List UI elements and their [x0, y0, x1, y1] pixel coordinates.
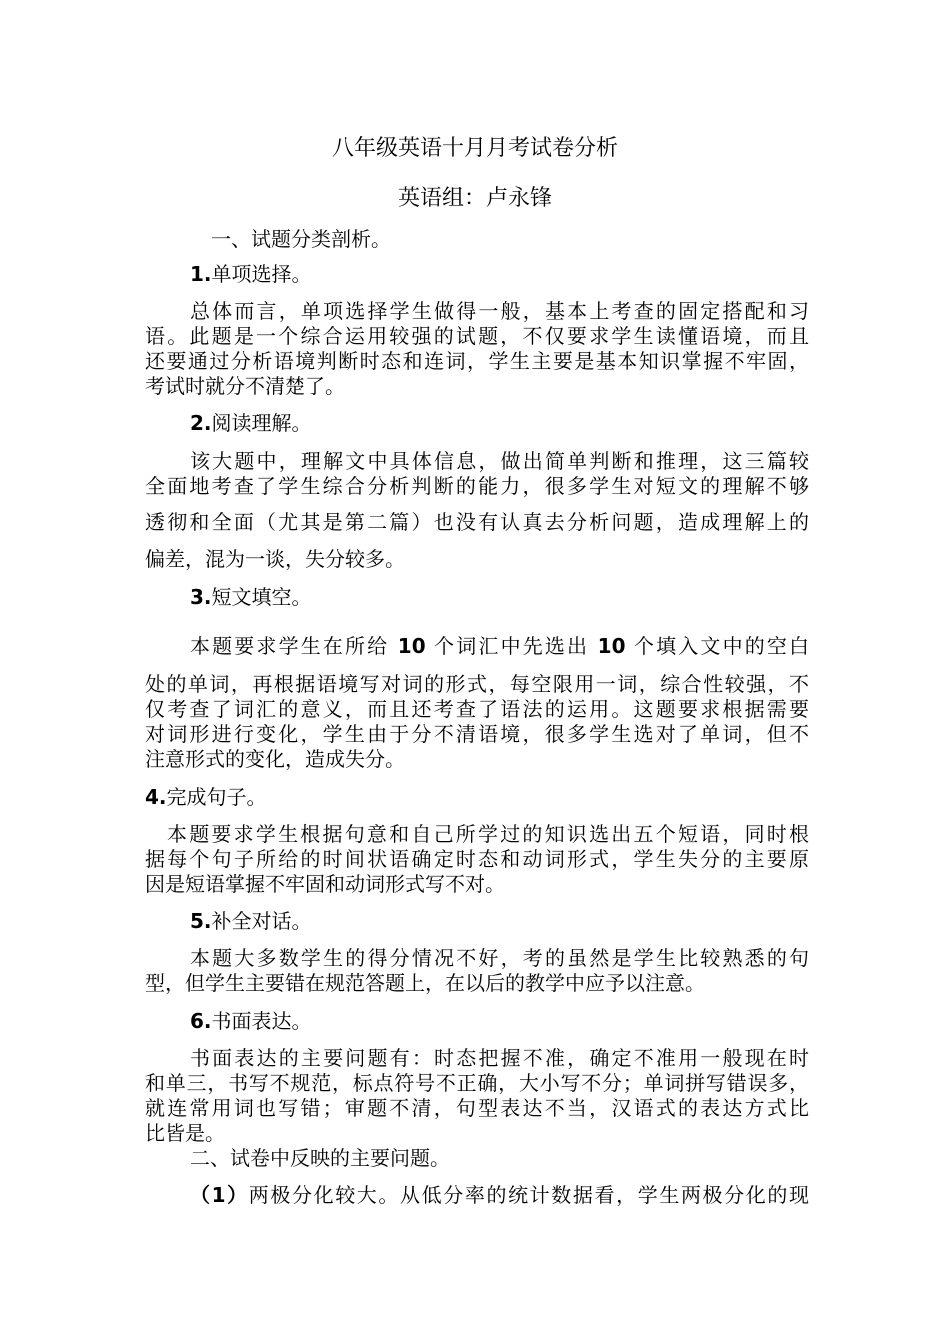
- paragraph-line: 本题大多数学生的得分情况不好，考的虽然是学生比较熟悉的句: [190, 946, 809, 970]
- paragraph-line: （1）两极分化较大。从低分率的统计数据看，学生两极分化的现: [190, 1183, 809, 1207]
- subsection-heading-5: 5.补全对话。: [190, 909, 312, 933]
- paragraph-line: 考试时就分不清楚了。: [145, 374, 345, 398]
- paragraph-line: 偏差，混为一谈，失分较多。: [145, 547, 405, 571]
- paragraph-line: 还要通过分析语境判断时态和连词，学生主要是基本知识掌握不牢固，: [145, 349, 809, 373]
- paragraph-line: 语。此题是一个综合运用较强的试题，不仅要求学生读懂语境，而且: [145, 324, 809, 348]
- paragraph-line: 透彻和全面（尤其是第二篇）也没有认真去分析问题，造成理解上的: [145, 510, 809, 534]
- paragraph-line: 和单三，书写不规范，标点符号不正确，大小写不分；单词拼写错误多，: [145, 1071, 809, 1095]
- paragraph-line: 对词形进行变化，学生由于分不清语境，很多学生选对了单词，但不: [145, 722, 809, 746]
- paragraph-line: 因是短语掌握不牢固和动词形式写不对。: [145, 872, 505, 896]
- paragraph-line: 仅考查了词汇的意义，而且还考查了语法的运用。这题要求根据需要: [145, 697, 809, 721]
- paragraph-line: 本题要求学生根据句意和自己所学过的知识选出五个短语，同时根: [167, 822, 809, 846]
- paragraph-line: 全面地考查了学生综合分析判断的能力，很多学生对短文的理解不够: [145, 474, 809, 498]
- paragraph-line: 该大题中，理解文中具体信息，做出简单判断和推理，这三篇较: [190, 449, 809, 473]
- document-title: 八年级英语十月月考试卷分析: [331, 136, 618, 161]
- section-heading-1: 一、试题分类剖析。: [211, 227, 391, 251]
- subsection-heading-3: 3.短文填空。: [190, 585, 312, 609]
- paragraph-line: 本题要求学生在所给 10 个词汇中先选出 10 个填入文中的空白: [190, 634, 810, 658]
- paragraph-line: 比皆是。: [145, 1121, 225, 1145]
- subsection-heading-2: 2.阅读理解。: [190, 411, 312, 435]
- section-heading-2: 二、试卷中反映的主要问题。: [190, 1146, 450, 1170]
- document-author: 英语组：卢永锋: [397, 186, 552, 211]
- paragraph-line: 注意形式的变化，造成失分。: [145, 747, 405, 771]
- subsection-heading-1: 1.单项选择。: [190, 262, 312, 286]
- paragraph-line: 据每个句子所给的时间状语确定时态和动词形式，学生失分的主要原: [145, 847, 809, 871]
- subsection-heading-4: 4.完成句子。: [145, 785, 267, 809]
- paragraph-line: 处的单词，再根据语境写对词的形式，每空限用一词，综合性较强，不: [145, 672, 809, 696]
- subsection-heading-6: 6.书面表达。: [190, 1009, 312, 1033]
- paragraph-line: 书面表达的主要问题有：时态把握不准，确定不准用一般现在时: [190, 1046, 809, 1070]
- paragraph-line: 就连常用词也写错；审题不清，句型表达不当，汉语式的表达方式比: [145, 1096, 809, 1120]
- paragraph-line: 型，但学生主要错在规范答题上，在以后的教学中应予以注意。: [145, 971, 705, 995]
- paragraph-line: 总体而言，单项选择学生做得一般，基本上考查的固定搭配和习: [190, 299, 809, 323]
